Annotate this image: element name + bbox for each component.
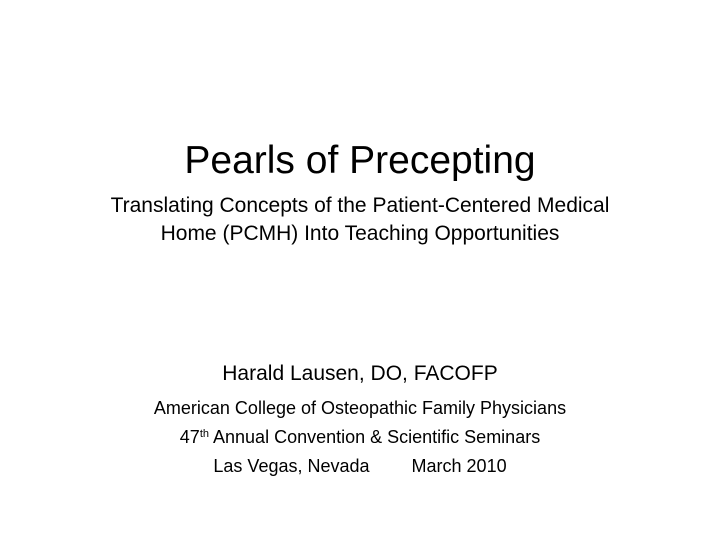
author-block (0, 360, 720, 481)
event-ordinal-number: 47 (179, 427, 200, 447)
event-name: Annual Convention & Scientific Seminars (209, 427, 541, 447)
organization-name: American College of Osteopathic Family Physicians (153, 398, 567, 418)
subtitle-line-1: Translating Concepts of the Patient-Centered Medical (110, 194, 610, 217)
event-date: March 2010 (411, 456, 507, 476)
slide-title: Pearls of Precepting (184, 139, 536, 182)
presenter-name: Harald Lausen, DO, FACOFP (222, 362, 498, 385)
slide-subtitle (0, 192, 720, 248)
event-location: Las Vegas, Nevada (213, 456, 370, 476)
title-block (0, 138, 720, 248)
event-ordinal-suffix: th (199, 428, 210, 440)
subtitle-line-2: Home (PCMH) Into Teaching Opportunities (160, 222, 560, 245)
event-line (0, 423, 720, 452)
location-date-line (0, 452, 720, 481)
